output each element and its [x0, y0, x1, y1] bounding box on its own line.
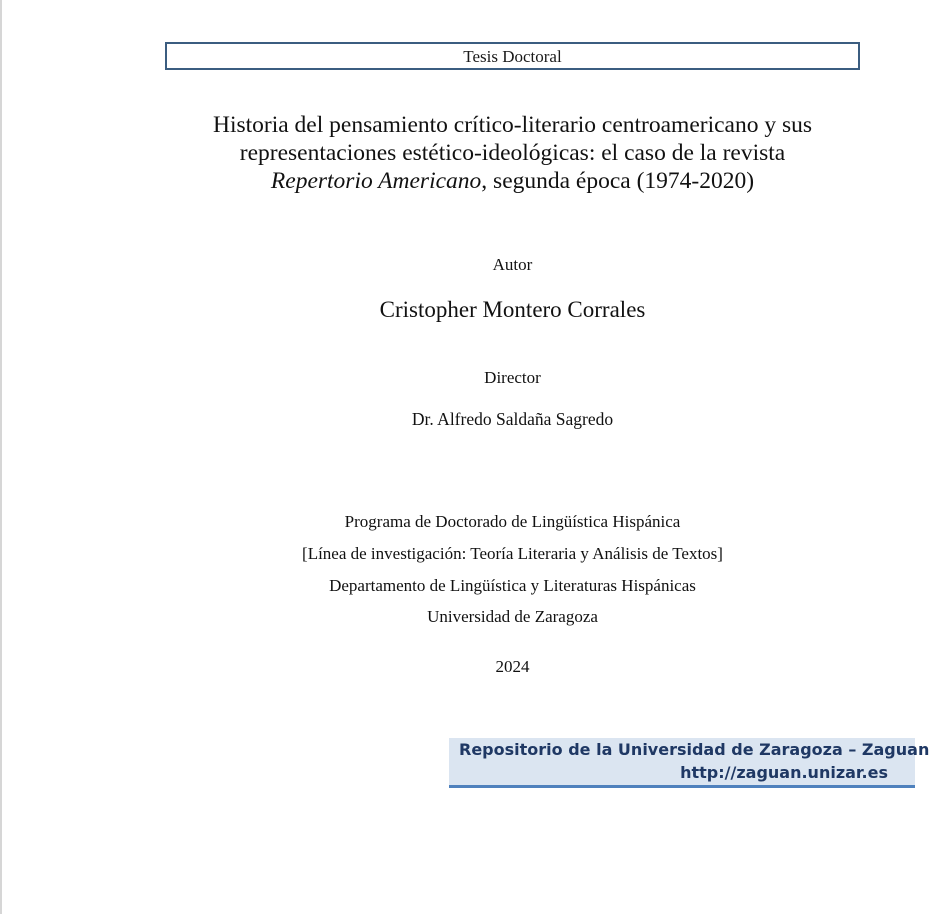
repository-banner	[449, 738, 930, 788]
director-name: Dr. Alfredo Saldaña Sagredo	[411, 409, 614, 429]
title-line-3	[150, 167, 875, 195]
author-name: Cristopher Montero Corrales	[379, 297, 646, 322]
repository-name: Repositorio de la Universidad de Zaragoza – Zaguan	[459, 740, 930, 759]
doctoral-program: Programa de Doctorado de Lingüística Hispánica	[344, 512, 681, 531]
author-label: Autor	[492, 255, 533, 274]
title-line-2: representaciones estético-ideológicas: el caso de la revista	[239, 140, 786, 166]
title-line-3-rest: , segunda época (1974-2020)	[481, 168, 755, 194]
journal-name: Repertorio Americano	[270, 168, 482, 194]
page-left-edge	[0, 0, 2, 914]
director-label: Director	[484, 368, 541, 387]
year: 2024	[495, 657, 530, 676]
department: Departamento de Lingüística y Literaturas Hispánicas	[329, 576, 696, 595]
thesis-title	[150, 111, 875, 195]
thesis-type-label: Tesis Doctoral	[463, 47, 562, 66]
repository-url[interactable]: http://zaguan.unizar.es	[680, 763, 888, 782]
title-line-1: Historia del pensamiento crítico-literario centroamericano y sus	[212, 112, 813, 138]
research-line: [Línea de investigación: Teoría Literaria y Análisis de Textos]	[302, 544, 723, 563]
university: Universidad de Zaragoza	[427, 607, 598, 626]
thesis-type-header	[165, 42, 860, 70]
